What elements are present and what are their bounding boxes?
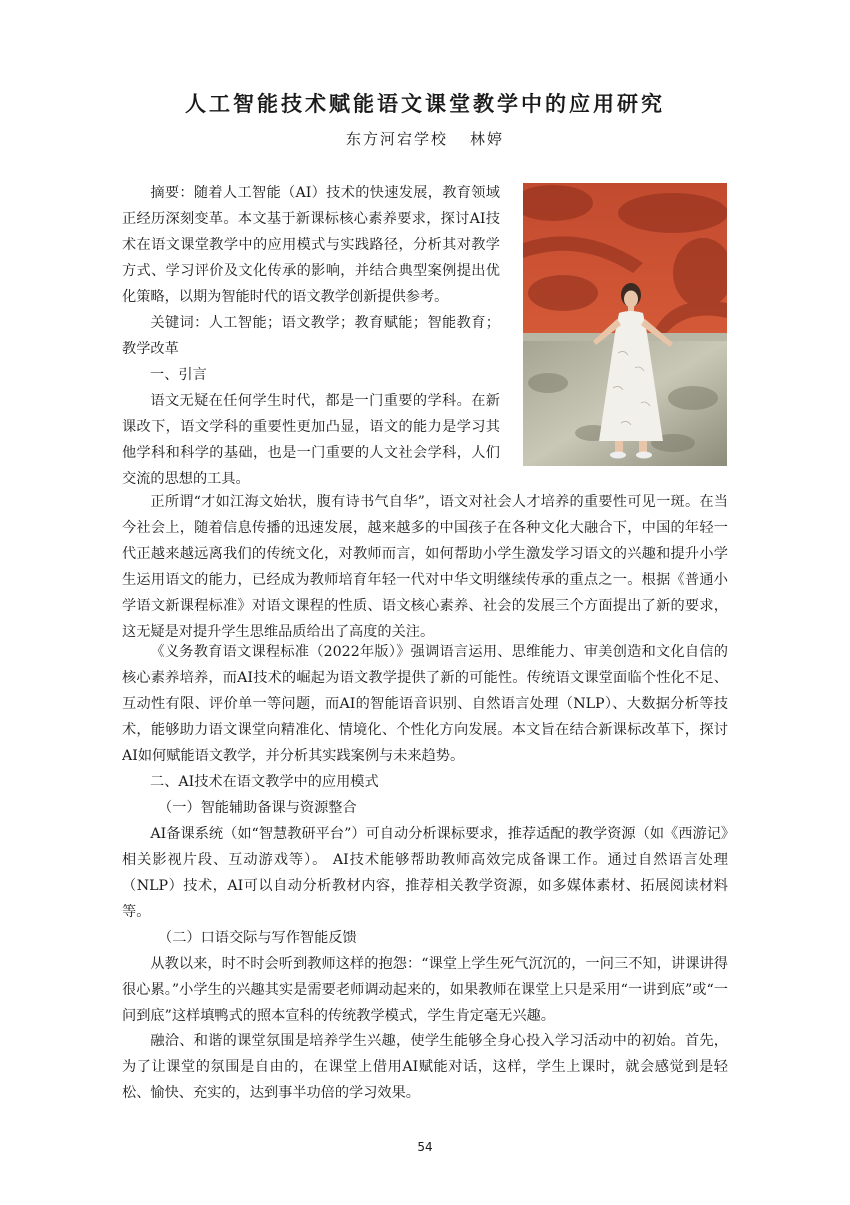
author-name: 林婷 [470, 130, 505, 148]
author-photo-icon [523, 183, 727, 466]
paragraph-4: AI备课系统（如“智慧教研平台”）可自动分析课标要求，推荐适配的教学资源（如《西游记》相关影视片段、互动游戏等）。 AI技术能够帮助教师高效完成备课工作。通过自然语言处理（NLP）技术，AI可以自动分析教材内容，推荐相关教学资源，如多媒体素材、拓展阅读材料等。 [122, 826, 728, 920]
section-heading-applications: 二、AI技术在语文教学中的应用模式 [150, 774, 379, 790]
author-line [0, 128, 850, 149]
abstract: 摘要：随着人工智能（AI）技术的快速发展，教育领域正经历深刻变革。本文基于新课标核心素养要求，探讨AI技术在语文课堂教学中的应用模式与实践路径，分析其对教学方式、学习评价及文化传承的影响，并结合典型案例提出优化策略，以期为智能时代的语文教学创新提供参考。 [122, 185, 500, 305]
subsection-heading-2: （二）口语交际与写作智能反馈 [158, 930, 357, 946]
paper-title: 人工智能技术赋能语文课堂教学中的应用研究 [185, 91, 665, 116]
subsection-heading-1: （一）智能辅助备课与资源整合 [158, 800, 357, 816]
keywords: 关键词：人工智能；语文教学；教育赋能；智能教育；教学改革 [122, 315, 500, 357]
page-number: 54 [417, 1140, 433, 1154]
section-heading-intro: 一、引言 [150, 367, 207, 383]
paragraph-2: 正所谓“才如江海文始状，腹有诗书气自华”，语文对社会人才培养的重要性可见一斑。在当今社会上，随着信息传播的迅速发展，越来越多的中国孩子在各种文化大融合下，中国的年轻一代正越来越远离我们的传统文化，对教师而言，如何帮助小学生激发学习语文的兴趣和提升小学生运用语文的能力，已经成为教师培育年轻一代对中华文明继续传承的重点之一。根据《普通小学语文新课程标准》对语文课程的性质、语文核心素养、社会的发展三个方面提出了新的要求，这无疑是对提升学生思维品质给出了高度的关注。 [122, 494, 728, 640]
author-photo [523, 183, 727, 466]
paragraph-3: 《义务教育语文课程标准（2022年版）》强调语言运用、思维能力、审美创造和文化自信的核心素养培养，而AI技术的崛起为语文教学提供了新的可能性。传统语文课堂面临个性化不足、互动性有限、评价单一等问题，而AI的智能语音识别、自然语言处理（NLP）、大数据分析等技术，能够助力语文课堂向精准化、情境化、个性化方向发展。本文旨在结合新课标改革下，探讨AI如何赋能语文教学，并分析其实践案例与未来趋势。 [122, 644, 728, 764]
paragraph-5: 从教以来，时不时会听到教师这样的抱怨：“课堂上学生死气沉沉的，一问三不知，讲课讲得很心累。”小学生的兴趣其实是需要老师调动起来的，如果教师在课堂上只是采用“一讲到底”或“一问到底”这样填鸭式的照本宣科的传统教学模式，学生肯定毫无兴趣。 [122, 956, 728, 1024]
author-school: 东方河宕学校 [345, 130, 448, 148]
paragraph-1: 语文无疑在任何学生时代，都是一门重要的学科。在新课改下，语文学科的重要性更加凸显，语文的能力是学习其他学科和科学的基础，也是一门重要的人文社会学科，人们交流的思想的工具。 [122, 393, 500, 487]
paragraph-6: 融洽、和谐的课堂氛围是培养学生兴趣，使学生能够全身心投入学习活动中的初始。首先，为了让课堂的氛围是自由的，在课堂上借用AI赋能对话，这样，学生上课时，就会感觉到是轻松、愉快、充实的，达到事半功倍的学习效果。 [122, 1033, 728, 1101]
